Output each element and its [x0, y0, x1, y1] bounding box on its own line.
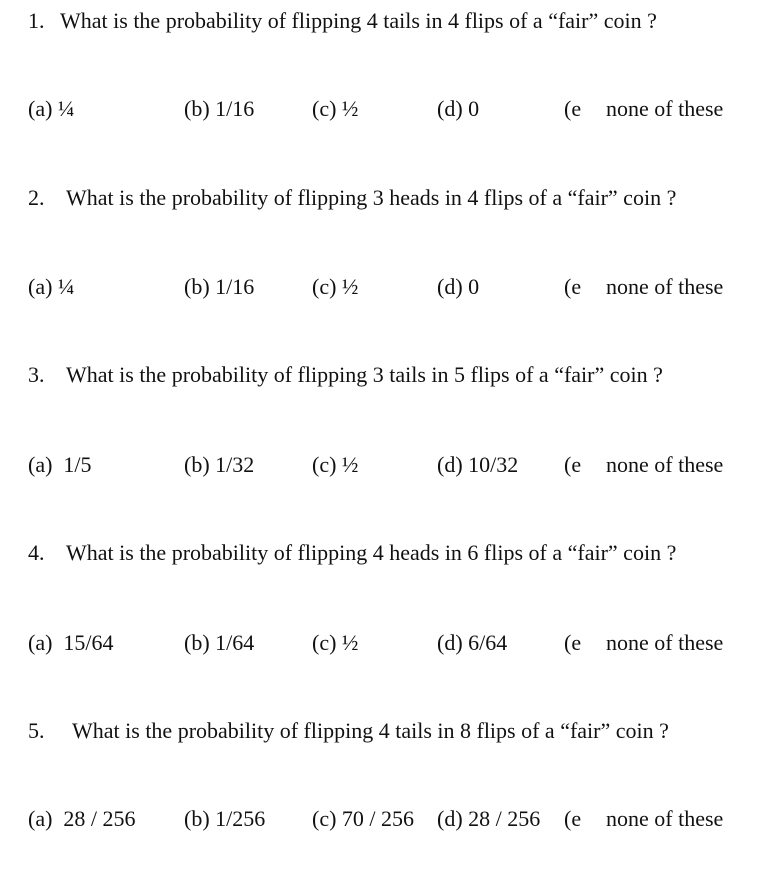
choice-a: (a) 15/64	[28, 630, 114, 655]
question-text: What is the probability of flipping 4 heads in 6 flips of a “fair” coin ?	[66, 540, 677, 565]
choice-a: (a) 1/5	[28, 452, 92, 477]
question-3	[28, 362, 663, 388]
choice-a: (a) 28 / 256	[28, 806, 136, 831]
question-number: 4.	[28, 540, 45, 565]
choice-e-text: none of these	[606, 630, 724, 655]
question-2	[28, 185, 676, 211]
choice-b: (b) 1/16	[184, 274, 255, 299]
choice-b: (b) 1/16	[184, 96, 255, 121]
choice-c: (c) ½	[312, 630, 359, 655]
choice-c: (c) ½	[312, 452, 359, 477]
choice-d: (d) 0	[437, 274, 480, 299]
question-number: 2.	[28, 185, 45, 210]
choice-a: (a) ¼	[28, 96, 75, 121]
choice-b: (b) 1/64	[184, 630, 255, 655]
question-text: What is the probability of flipping 4 tails in 8 flips of a “fair” coin ?	[72, 718, 669, 743]
choice-c: (c) ½	[312, 96, 359, 121]
question-text: What is the probability of flipping 3 tails in 5 flips of a “fair” coin ?	[66, 362, 663, 387]
question-number: 1.	[28, 8, 45, 33]
choice-c: (c) 70 / 256	[312, 806, 415, 831]
choice-d: (d) 28 / 256	[437, 806, 541, 831]
choice-b: (b) 1/256	[184, 806, 266, 831]
choice-a: (a) ¼	[28, 274, 75, 299]
choice-e-text: none of these	[606, 452, 724, 477]
choice-d: (d) 6/64	[437, 630, 508, 655]
choice-b: (b) 1/32	[184, 452, 255, 477]
question-number: 5.	[28, 718, 45, 743]
choice-e: (e	[564, 806, 582, 831]
choice-d: (d) 10/32	[437, 452, 519, 477]
question-5	[28, 718, 669, 744]
question-1	[28, 8, 657, 34]
question-4	[28, 540, 676, 566]
question-text: What is the probability of flipping 4 tails in 4 flips of a “fair” coin ?	[60, 8, 657, 33]
question-number: 3.	[28, 362, 45, 387]
choice-e: (e	[564, 96, 582, 121]
choice-d: (d) 0	[437, 96, 480, 121]
choice-e-text: none of these	[606, 96, 724, 121]
choice-e: (e	[564, 630, 582, 655]
question-text: What is the probability of flipping 3 heads in 4 flips of a “fair” coin ?	[66, 185, 677, 210]
choice-e-text: none of these	[606, 274, 724, 299]
choice-e-text: none of these	[606, 806, 724, 831]
choice-c: (c) ½	[312, 274, 359, 299]
choice-e: (e	[564, 452, 582, 477]
choice-e: (e	[564, 274, 582, 299]
